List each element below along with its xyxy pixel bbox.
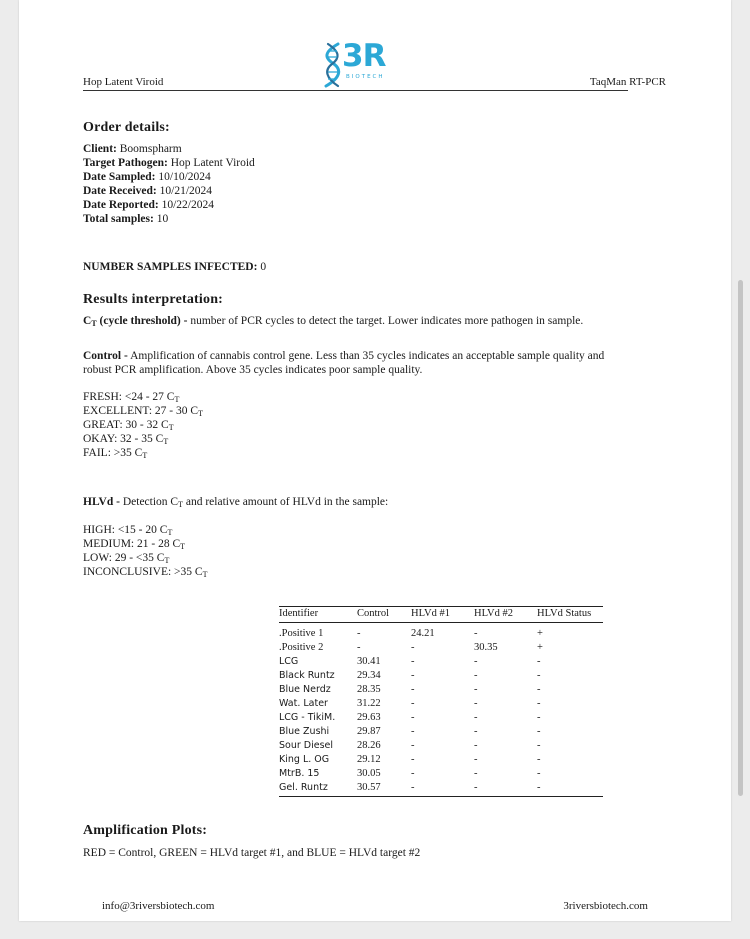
cell-status: - (537, 683, 541, 695)
cell-status: - (537, 725, 541, 737)
table-row (279, 668, 603, 682)
cell-control: 30.05 (357, 767, 381, 779)
order-details-heading: Order details: (83, 120, 170, 135)
cell-status: - (537, 739, 541, 751)
control-level-okay: OKAY: 32 - 35 $C_T$ (83, 433, 169, 446)
control-level-fresh: FRESH: <24 - 27 $C_T$ (83, 391, 180, 404)
header-rule (83, 90, 628, 91)
hlvd-level-low: LOW: 29 - <35 $C_T$ (83, 552, 170, 565)
cell-identifier: LCG (279, 655, 299, 667)
cell-identifier: .Positive 2 (279, 641, 324, 653)
cell-status: - (537, 711, 541, 723)
logo-text: 3R (342, 38, 386, 74)
date-sampled-line: Date Sampled: 10/10/2024 (83, 171, 211, 183)
col-header-hlvd2: HLVd #2 (474, 607, 537, 623)
cell-identifier: Wat. Later (279, 697, 328, 709)
samples-infected-line: NUMBER SAMPLES INFECTED: 0 (83, 261, 267, 273)
col-header-identifier: Identifier (279, 607, 357, 623)
cell-status: - (537, 767, 541, 779)
cell-identifier: .Positive 1 (279, 627, 324, 639)
cell-identifier: Sour Diesel (279, 739, 334, 751)
table-row (279, 752, 603, 766)
pathogen-line: Target Pathogen: Hop Latent Viroid (83, 157, 255, 169)
cell-hlvd1: - (411, 641, 415, 653)
cell-hlvd1: - (411, 697, 415, 709)
cell-status: - (537, 753, 541, 765)
cell-status: - (537, 697, 541, 709)
col-header-control: Control (357, 607, 411, 623)
control-level-great: GREAT: 30 - 32 $C_T$ (83, 419, 174, 432)
total-samples-line: Total samples: 10 (83, 213, 169, 225)
control-level-fail: FAIL: >35 $C_T$ (83, 447, 148, 460)
table-row (279, 654, 603, 668)
cell-hlvd1: - (411, 669, 415, 681)
cell-hlvd2: - (474, 669, 478, 681)
cell-control: 30.57 (357, 780, 411, 797)
cell-control: 29.63 (357, 711, 381, 723)
cell-control: - (357, 641, 361, 653)
cell-hlvd2: - (474, 683, 478, 695)
cell-hlvd1: - (411, 655, 415, 667)
table-row (279, 780, 603, 797)
table-row (279, 640, 603, 654)
cell-identifier: Blue Zushi (279, 725, 330, 737)
cell-status: + (537, 641, 543, 653)
cell-identifier: LCG - TikiM. (279, 711, 336, 723)
cell-identifier: Black Runtz (279, 669, 335, 681)
cell-control: 29.87 (357, 725, 381, 737)
cell-status: + (537, 627, 543, 639)
table-row (279, 710, 603, 724)
table-row (279, 724, 603, 738)
hlvd-level-inconclusive: INCONCLUSIVE: >35 $C_T$ (83, 566, 208, 579)
cell-status: - (537, 780, 603, 797)
cell-identifier: Blue Nerdz (279, 683, 331, 695)
cell-status: - (537, 669, 541, 681)
table-row (279, 738, 603, 752)
cell-identifier: MtrB. 15 (279, 767, 320, 779)
hlvd-level-high: HIGH: <15 - 20 $C_T$ (83, 524, 173, 537)
cell-hlvd2: - (474, 753, 478, 765)
dna-helix-icon (322, 42, 344, 88)
hlvd-level-medium: MEDIUM: 21 - 28 $C_T$ (83, 538, 186, 551)
client-line: Client: Boomspharm (83, 143, 182, 155)
table-row (279, 682, 603, 696)
cell-hlvd1: - (411, 683, 415, 695)
plot-legend-text: RED = Control, GREEN = HLVd target #1, and BLUE = HLVd target #2 (83, 847, 421, 859)
cell-control: 31.22 (357, 697, 381, 709)
table-row (279, 623, 603, 641)
cell-status: - (537, 655, 541, 667)
cell-hlvd2: - (474, 711, 478, 723)
header-right: TaqMan RT-PCR (589, 76, 666, 88)
cell-hlvd1: - (411, 767, 415, 779)
control-level-excellent: EXCELLENT: 27 - 30 $C_T$ (83, 405, 203, 418)
footer-website: 3riversbiotech.com (563, 900, 648, 912)
header-left: Hop Latent Viroid (83, 76, 164, 88)
cell-control: 28.35 (357, 683, 381, 695)
cell-identifier: King L. OG (279, 753, 330, 765)
cell-control: 29.34 (357, 669, 381, 681)
cell-control: - (357, 627, 361, 639)
cell-hlvd2: - (474, 767, 478, 779)
scrollbar[interactable] (738, 280, 743, 796)
results-interpretation-heading: Results interpretation: (83, 292, 224, 307)
cell-hlvd1: - (411, 725, 415, 737)
control-definition: Control - Amplification of cannabis control gene. Less than 35 cycles indicates an acceptable sample quality and robust PCR amplification. Above 35 cycles indicates poor sample quality. (83, 350, 605, 376)
ct-definition: $C_T$ (cycle threshold) - number of PCR cycles to detect the target. Lower indicates more pathogen in sample. (83, 315, 584, 328)
table-header-row (279, 607, 603, 623)
cell-hlvd2: - (474, 739, 478, 751)
cell-hlvd1: - (411, 711, 415, 723)
cell-hlvd2: - (474, 725, 478, 737)
cell-hlvd2: 30.35 (474, 641, 498, 653)
company-logo (322, 40, 394, 88)
cell-control: 28.26 (357, 739, 381, 751)
footer-email: info@3riversbiotech.com (102, 900, 215, 912)
col-header-hlvd1: HLVd #1 (411, 607, 474, 623)
cell-hlvd1: - (411, 739, 415, 751)
date-received-line: Date Received: 10/21/2024 (83, 185, 213, 197)
cell-hlvd2: - (474, 697, 478, 709)
date-reported-line: Date Reported: 10/22/2024 (83, 199, 214, 211)
cell-hlvd2: - (474, 655, 478, 667)
cell-control: 29.12 (357, 753, 381, 765)
cell-hlvd2: - (474, 627, 478, 639)
results-table (279, 606, 603, 797)
logo-subtext: BIOTECH (346, 74, 385, 80)
cell-hlvd1: - (411, 780, 474, 797)
col-header-status: HLVd Status (537, 607, 603, 623)
cell-hlvd2: - (474, 780, 537, 797)
cell-hlvd1: 24.21 (411, 627, 435, 639)
table-row (279, 766, 603, 780)
amplification-plots-heading: Amplification Plots: (83, 823, 208, 838)
cell-control: 30.41 (357, 655, 381, 667)
table-row (279, 696, 603, 710)
cell-hlvd1: - (411, 753, 415, 765)
cell-identifier: Gel. Runtz (279, 780, 357, 797)
results-table-body (279, 623, 603, 797)
hlvd-definition: HLVd - Detection $C_T$ and relative amount of HLVd in the sample: (83, 496, 389, 509)
